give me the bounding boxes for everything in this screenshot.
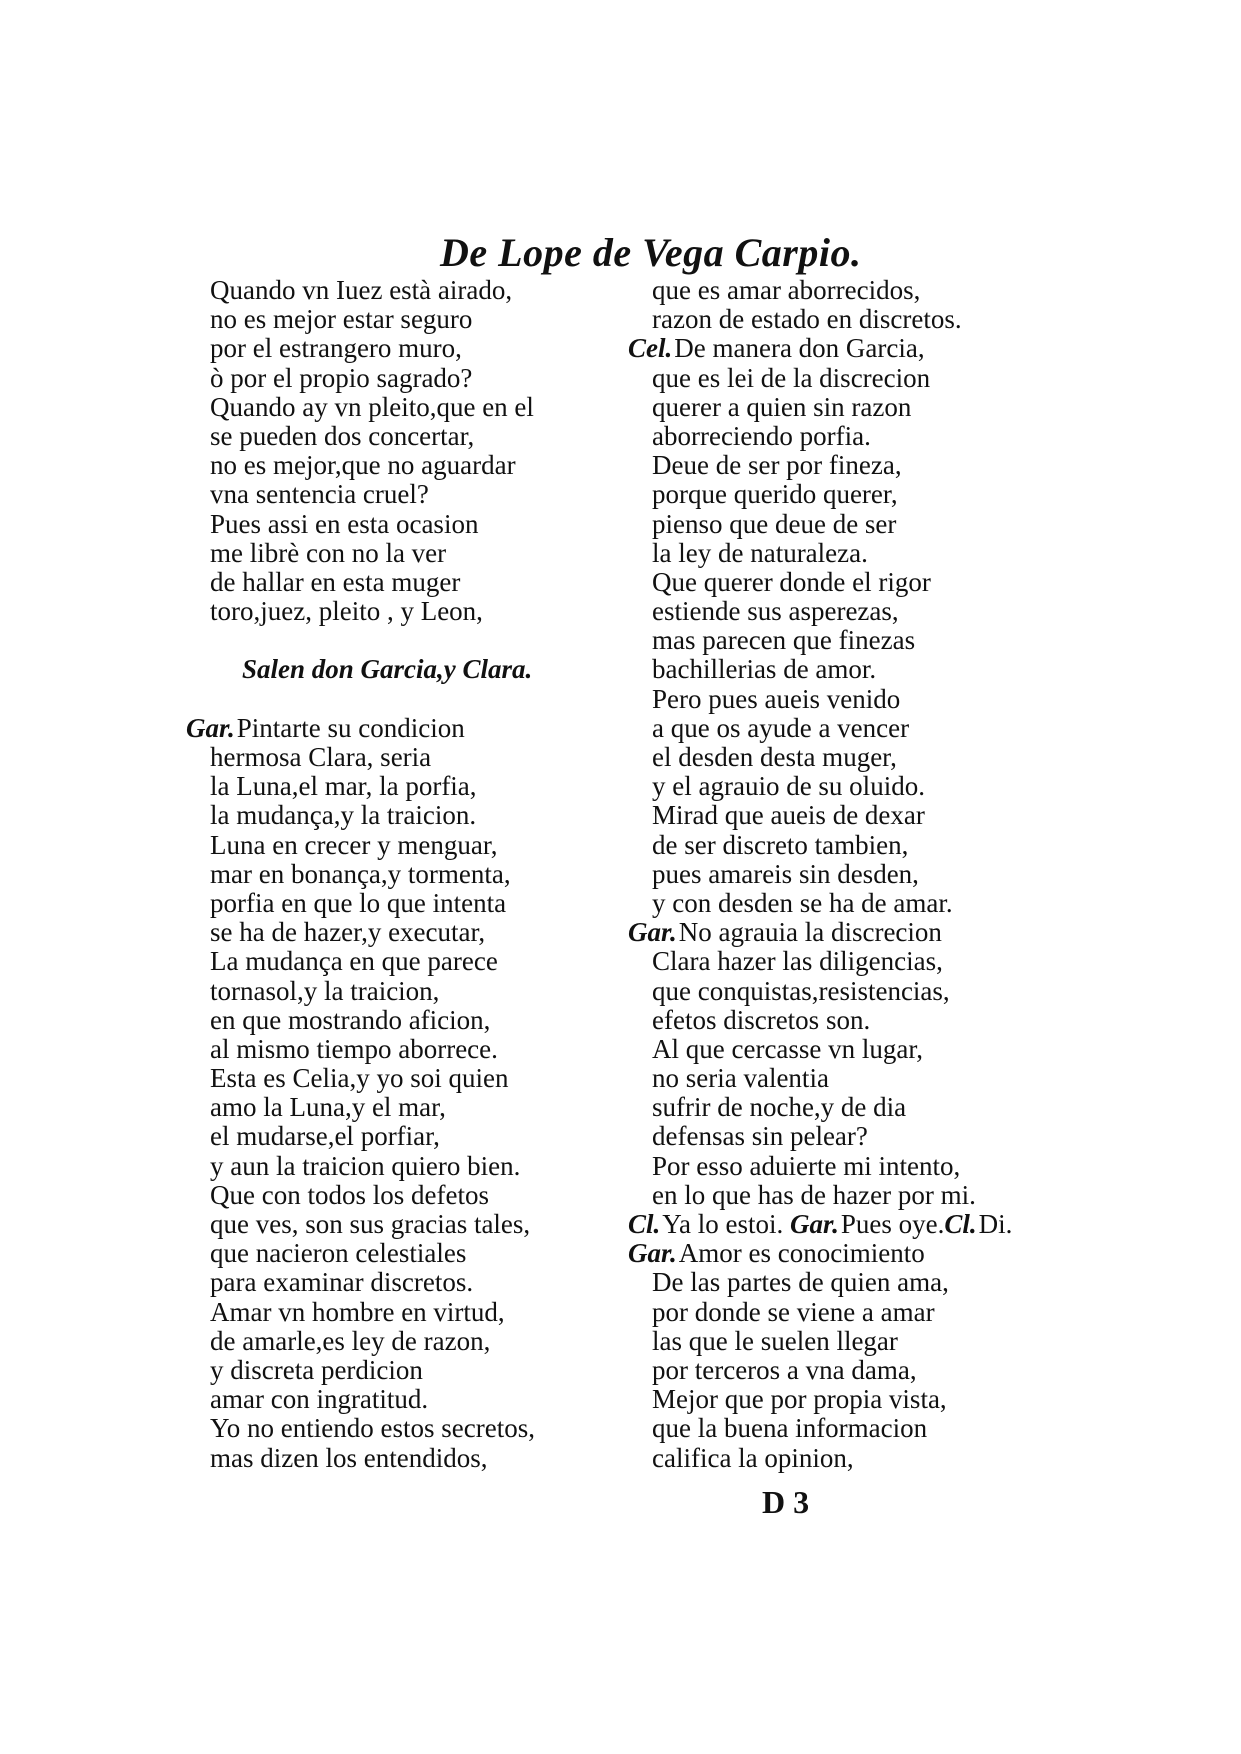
verse-line [628, 626, 1098, 655]
verse-line [186, 539, 636, 568]
verse-line [186, 1298, 636, 1327]
verse-text: de hallar en esta muger [210, 566, 461, 597]
speaker-label: Gar. [790, 1209, 839, 1239]
speaker-label: Gar. [628, 1238, 677, 1269]
verse-line [186, 772, 636, 801]
verse-text: no es mejor estar seguro [210, 304, 473, 335]
verse-text: pues amareis sin desden, [652, 858, 919, 889]
verse-text: que conquistas,resistencias, [652, 975, 950, 1006]
verse-line [628, 451, 1098, 480]
verse-text: de amarle,es ley de razon, [210, 1325, 491, 1356]
verse-text: Mirad que aueis de dexar [652, 800, 925, 831]
verse-line [186, 1356, 636, 1385]
right-column [628, 276, 1098, 1473]
verse-line [628, 1210, 1098, 1239]
verse-text: defensas sin pelear? [652, 1121, 868, 1152]
verse-line [186, 276, 636, 305]
speaker-label: Cl. [628, 1209, 661, 1239]
verse-line [628, 597, 1098, 626]
verse-line [186, 510, 636, 539]
verse-line [628, 276, 1098, 305]
verse-text: la Luna,el mar, la porfia, [210, 771, 477, 802]
verse-text: vna sentencia cruel? [210, 479, 429, 510]
verse-text: Amor es conocimiento [678, 1238, 925, 1269]
verse-line [628, 1152, 1098, 1181]
verse-line [628, 889, 1098, 918]
verse-text: califica la opinion, [652, 1442, 854, 1473]
verse-line [186, 1327, 636, 1356]
verse-line [628, 1298, 1098, 1327]
verse-line [186, 1093, 636, 1122]
verse-text: y discreta perdicion [210, 1354, 423, 1385]
verse-line [186, 305, 636, 334]
verse-text: Deue de ser por fineza, [652, 450, 902, 481]
verse-line [186, 860, 636, 889]
verse-line [186, 918, 636, 947]
verse-line [186, 743, 636, 772]
verse-text: que la buena informacion [652, 1413, 928, 1444]
verse-text: mar en bonança,y tormenta, [210, 858, 511, 889]
verse-text: no seria valentia [652, 1063, 829, 1094]
verse-line [186, 422, 636, 451]
verse-line [186, 393, 636, 422]
verse-line [628, 1414, 1098, 1443]
verse-text: se ha de hazer,y executar, [210, 917, 486, 948]
verse-line [628, 1006, 1098, 1035]
verse-text: Que querer donde el rigor [652, 566, 931, 597]
verse-line [628, 831, 1098, 860]
verse-text: y con desden se ha de amar. [652, 887, 953, 918]
verse-line [628, 801, 1098, 830]
blank-line [186, 626, 636, 655]
verse-text: que ves, son sus gracias tales, [210, 1209, 531, 1239]
stage-direction: Salen don Garcia,y Clara. [242, 654, 533, 685]
verse-line [628, 1122, 1098, 1151]
verse-line [628, 1268, 1098, 1297]
verse-line [186, 947, 636, 976]
verse-line [186, 1414, 636, 1443]
verse-line [628, 743, 1098, 772]
verse-line [628, 947, 1098, 976]
verse-line [628, 1356, 1098, 1385]
verse-text: porfia en que lo que intenta [210, 887, 507, 918]
verse-line [628, 1181, 1098, 1210]
verse-line [628, 685, 1098, 714]
verse-line [186, 1006, 636, 1035]
signature-mark: D 3 [762, 1484, 810, 1520]
verse-text: Pintarte su condicion [236, 712, 465, 743]
verse-text: para examinar discretos. [210, 1267, 474, 1298]
verse-text: por terceros a vna dama, [652, 1354, 917, 1385]
verse-text: Por esso aduierte mi intento, [652, 1150, 961, 1181]
verse-text: aborreciendo porfia. [652, 420, 871, 451]
verse-text: efetos discretos son. [652, 1004, 871, 1035]
verse-text: al mismo tiempo aborrece. [210, 1033, 498, 1064]
verse-text: Mejor que por propia vista, [652, 1384, 947, 1415]
verse-text: ò por el propio sagrado? [210, 362, 473, 393]
verse-line [628, 1385, 1098, 1414]
verse-text: toro,juez, pleito , y Leon, [210, 596, 483, 627]
verse-text: mas parecen que finezas [652, 625, 916, 656]
verse-line [186, 1035, 636, 1064]
verse-line [186, 1239, 636, 1268]
verse-line [628, 918, 1098, 947]
verse-text: porque querido querer, [652, 479, 898, 510]
verse-line [628, 1064, 1098, 1093]
verse-text: en que mostrando aficion, [210, 1004, 491, 1035]
verse-line [628, 480, 1098, 509]
verse-line [628, 655, 1098, 684]
verse-line [186, 1385, 636, 1414]
verse-text: No agrauia la discrecion [678, 917, 942, 948]
verse-text: Ya lo estoi. [662, 1209, 791, 1239]
verse-line [628, 364, 1098, 393]
verse-text: las que le suelen llegar [652, 1325, 898, 1356]
verse-line [186, 889, 636, 918]
verse-line [186, 831, 636, 860]
verse-line [628, 422, 1098, 451]
verse-text: me librè con no la ver [210, 537, 447, 568]
verse-line [186, 801, 636, 830]
verse-line [628, 1035, 1098, 1064]
verse-line [628, 334, 1098, 363]
verse-line [628, 568, 1098, 597]
verse-line [186, 451, 636, 480]
verse-line [628, 1444, 1098, 1473]
speaker-label: Cl. [944, 1209, 977, 1239]
verse-line [186, 1181, 636, 1210]
speaker-label: Gar. [628, 917, 677, 948]
verse-text: Clara hazer las diligencias, [652, 946, 943, 977]
verse-line [186, 480, 636, 509]
verse-line [186, 1064, 636, 1093]
verse-text: pienso que deue de ser [652, 508, 897, 539]
verse-text: el mudarse,el porfiar, [210, 1121, 440, 1152]
speaker-label: Gar. [186, 712, 235, 743]
verse-text: querer a quien sin razon [652, 391, 912, 422]
verse-text: de ser discreto tambien, [652, 829, 909, 860]
verse-text: estiende sus asperezas, [652, 596, 899, 627]
verse-line [186, 334, 636, 363]
verse-text: tornasol,y la traicion, [210, 975, 440, 1006]
verse-line [628, 714, 1098, 743]
left-column [186, 276, 636, 1473]
verse-text: sufrir de noche,y de dia [652, 1092, 907, 1123]
verse-text: Que con todos los defetos [210, 1179, 489, 1210]
speaker-label: Cel. [628, 333, 673, 364]
verse-line [628, 305, 1098, 334]
verse-line [628, 860, 1098, 889]
verse-text: Pues assi en esta ocasion [210, 508, 479, 539]
verse-text: se pueden dos concertar, [210, 420, 475, 451]
verse-line [628, 772, 1098, 801]
verse-text: Yo no entiendo estos secretos, [210, 1413, 535, 1444]
verse-text: La mudança en que parece [210, 946, 498, 977]
verse-text: no es mejor,que no aguardar [210, 450, 516, 481]
verse-line [628, 1327, 1098, 1356]
verse-text: hermosa Clara, seria [210, 742, 432, 772]
verse-text: la mudança,y la traicion. [210, 800, 477, 831]
verse-text: Al que cercasse vn lugar, [652, 1033, 924, 1064]
verse-line [628, 1239, 1098, 1268]
verse-text: razon de estado en discretos. [652, 304, 962, 335]
verse-text: bachillerias de amor. [652, 654, 877, 685]
verse-line [186, 977, 636, 1006]
verse-text: que nacieron celestiales [210, 1238, 467, 1269]
verse-line [186, 1152, 636, 1181]
verse-text: Esta es Celia,y yo soi quien [210, 1063, 509, 1094]
blank-line [186, 685, 636, 714]
verse-text: a que os ayude a vencer [652, 712, 910, 743]
verse-line [186, 714, 636, 743]
verse-line [628, 539, 1098, 568]
running-header: De Lope de Vega Carpio. [440, 230, 862, 275]
verse-line [186, 1268, 636, 1297]
verse-text: mas dizen los entendidos, [210, 1442, 488, 1473]
verse-text: y el agrauio de su oluido. [652, 771, 925, 802]
verse-text: que es amar aborrecidos, [652, 275, 921, 305]
verse-text: Pero pues aueis venido [652, 683, 901, 714]
verse-text: Amar vn hombre en virtud, [210, 1296, 505, 1327]
verse-line [186, 364, 636, 393]
verse-text: por donde se viene a amar [652, 1296, 935, 1327]
verse-text: que es lei de la discrecion [652, 362, 931, 393]
verse-text: el desden desta muger, [652, 742, 897, 772]
verse-text: De manera don Garcia, [674, 333, 925, 364]
verse-line [186, 1122, 636, 1151]
verse-text: por el estrangero muro, [210, 333, 462, 364]
verse-line [628, 510, 1098, 539]
verse-text: amar con ingratitud. [210, 1384, 429, 1415]
verse-line [186, 597, 636, 626]
verse-line [628, 977, 1098, 1006]
verse-line [186, 1210, 636, 1239]
verse-line [628, 1093, 1098, 1122]
verse-text: la ley de naturaleza. [652, 537, 868, 568]
verse-text: Di. [978, 1209, 1013, 1239]
verse-text: Quando vn Iuez està airado, [210, 275, 513, 305]
verse-text: Pues oye. [840, 1209, 945, 1239]
verse-text: Quando ay vn pleito,que en el [210, 391, 534, 422]
verse-text: y aun la traicion quiero bien. [210, 1150, 521, 1181]
verse-text: amo la Luna,y el mar, [210, 1092, 446, 1123]
verse-line [186, 568, 636, 597]
verse-text: en lo que has de hazer por mi. [652, 1179, 976, 1210]
verse-text: Luna en crecer y menguar, [210, 829, 498, 860]
verse-line [186, 1444, 636, 1473]
verse-line [628, 393, 1098, 422]
verse-text: De las partes de quien ama, [652, 1267, 949, 1298]
